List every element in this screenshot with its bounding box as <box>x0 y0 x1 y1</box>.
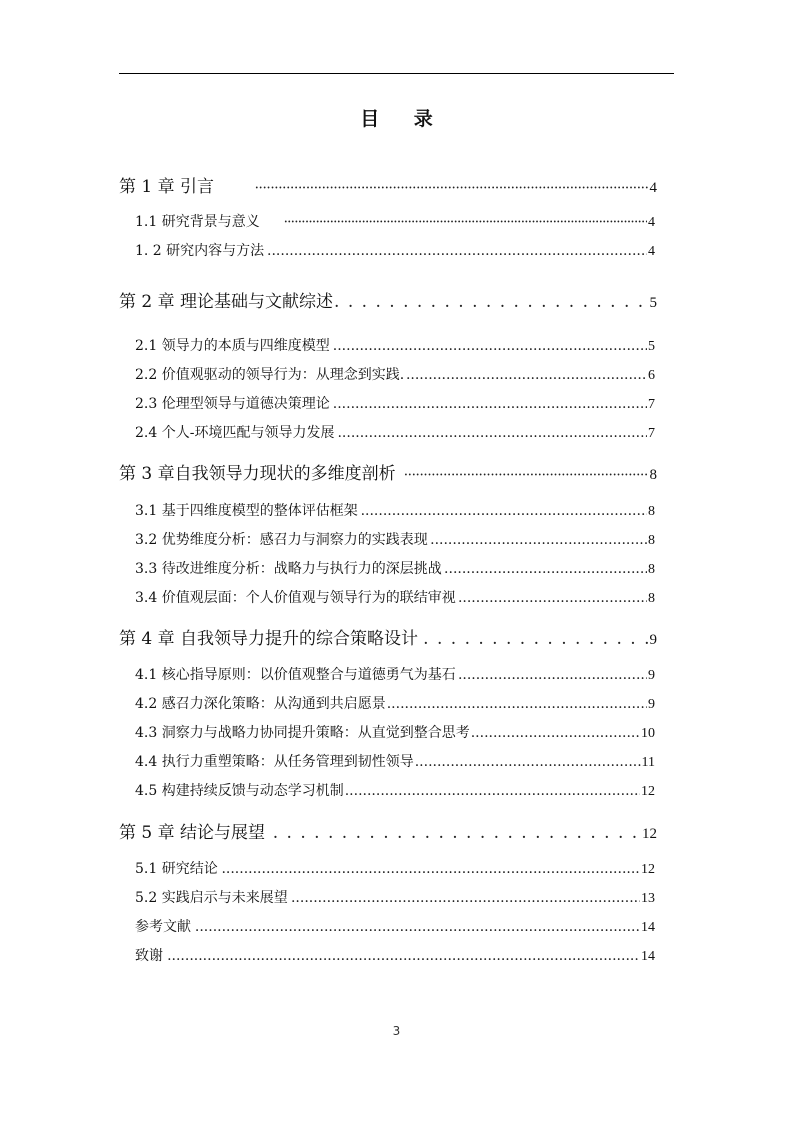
toc-entry-page-number: 11 <box>641 755 655 770</box>
toc-dot-leader <box>387 696 647 712</box>
toc-section-entry[interactable] <box>135 945 655 965</box>
toc-entry-page-number: 8 <box>648 504 655 519</box>
toc-entry-label: 4.3 洞察力与战略力协同提升策略：从直觉到整合思考 <box>135 725 470 741</box>
toc-entry-label: 3.3 待改进维度分析：战略力与执行力的深层挑战 <box>135 561 442 577</box>
toc-section-entry[interactable] <box>135 211 655 231</box>
toc-entry-page-number: 4 <box>649 180 657 196</box>
toc-dot-leader <box>404 464 648 484</box>
toc-entry-page-number: 4 <box>648 244 655 259</box>
toc-entry-page-number: 12 <box>641 784 655 799</box>
toc-section-entry[interactable] <box>135 422 655 442</box>
toc-dot-leader <box>267 243 647 259</box>
toc-entry-label: 4.2 感召力深化策略：从沟通到共启愿景 <box>135 696 386 712</box>
toc-dot-leader <box>444 561 647 577</box>
toc-entry-page-number: 14 <box>641 949 655 964</box>
toc-section-entry[interactable] <box>135 916 655 936</box>
toc-entry-label: 4.4 执行力重塑策略：从任务管理到韧性领导 <box>135 754 414 770</box>
toc-dot-leader <box>273 823 641 843</box>
toc-entry-label: 第 1 章 引言 <box>119 177 215 197</box>
toc-chapter-entry[interactable] <box>119 287 657 312</box>
toc-section-entry[interactable] <box>135 722 655 742</box>
toc-dot-leader <box>430 532 647 548</box>
toc-entry-label: 第 4 章 自我领导力提升的综合策略设计 <box>119 629 419 649</box>
toc-section-entry[interactable] <box>135 393 655 413</box>
toc-entry-page-number: 10 <box>641 726 655 741</box>
toc-dot-leader <box>406 367 647 383</box>
toc-dot-leader <box>167 948 640 964</box>
toc-entry-page-number: 4 <box>648 215 655 230</box>
toc-entry-page-number: 8 <box>648 533 655 548</box>
toc-entry-page-number: 7 <box>648 397 655 412</box>
toc-section-entry[interactable] <box>135 887 655 907</box>
toc-dot-leader <box>415 754 641 770</box>
toc-entry-label: 4.1 核心指导原则：以价值观整合与道德勇气为基石 <box>135 667 456 683</box>
toc-section-entry[interactable] <box>135 335 655 355</box>
toc-entry-label: 4.5 构建持续反馈与动态学习机制 <box>135 783 344 799</box>
toc-entry-label: 致谢 <box>135 948 163 964</box>
toc-entry-label: 1. 2 研究内容与方法 <box>135 243 265 259</box>
toc-section-entry[interactable] <box>135 693 655 713</box>
toc-entry-page-number: 8 <box>648 562 655 577</box>
toc-entry-page-number: 8 <box>649 467 657 483</box>
toc-dot-leader <box>333 396 647 412</box>
toc-entry-page-number: 13 <box>641 891 655 906</box>
toc-entry-page-number: 14 <box>641 920 655 935</box>
toc-dot-leader <box>361 503 647 519</box>
toc-entry-label: 2.4 个人-环境匹配与领导力发展 <box>135 425 335 441</box>
toc-entry-page-number: 9 <box>648 668 655 683</box>
toc-dot-leader <box>471 725 640 741</box>
toc-dot-leader <box>334 292 648 312</box>
toc-entry-label: 5.1 研究结论 <box>135 861 218 877</box>
toc-entry-label: 第 3 章自我领导力现状的多维度剖析 <box>119 464 396 484</box>
toc-entry-page-number: 12 <box>642 826 657 842</box>
toc-entry-page-number: 5 <box>648 339 655 354</box>
toc-entry-page-number: 6 <box>648 368 655 383</box>
toc-section-entry[interactable] <box>135 364 655 384</box>
toc-entry-label: 5.2 实践启示与未来展望 <box>135 890 288 906</box>
toc-section-entry[interactable] <box>135 858 655 878</box>
toc-section-entry[interactable] <box>135 780 655 800</box>
toc-entry-page-number: 7 <box>648 426 655 441</box>
page-number: 3 <box>392 1024 401 1038</box>
toc-dot-leader <box>423 629 648 649</box>
toc-entry-label: 第 2 章 理论基础与文献综述 <box>119 292 334 312</box>
header-rule <box>119 73 674 74</box>
toc-dot-leader <box>221 861 640 877</box>
toc-chapter-entry[interactable] <box>119 818 657 843</box>
toc-entry-label: 2.3 伦理型领导与道德决策理论 <box>135 396 330 412</box>
toc-section-entry[interactable] <box>135 529 655 549</box>
toc-entry-label: 第 5 章 结论与展望 <box>119 823 266 843</box>
toc-entry-label: 参考文献 <box>135 919 191 935</box>
toc-dot-leader <box>284 214 647 230</box>
toc-dot-leader <box>345 783 640 799</box>
toc-entry-page-number: 8 <box>648 591 655 606</box>
toc-entry-label: 2.1 领导力的本质与四维度模型 <box>135 338 330 354</box>
toc-chapter-entry[interactable] <box>119 172 657 197</box>
toc-section-entry[interactable] <box>135 500 655 520</box>
toc-dot-leader <box>195 919 640 935</box>
toc-section-entry[interactable] <box>135 240 655 260</box>
toc-entry-label: 3.2 优势维度分析：感召力与洞察力的实践表现 <box>135 532 428 548</box>
toc-dot-leader <box>458 667 647 683</box>
toc-chapter-entry[interactable] <box>119 459 657 484</box>
toc-dot-leader <box>255 177 649 197</box>
toc-section-entry[interactable] <box>135 751 655 771</box>
toc-entry-page-number: 9 <box>648 697 655 712</box>
toc-entry-label: 1.1 研究背景与意义 <box>135 214 260 230</box>
toc-entry-label: 3.1 基于四维度模型的整体评估框架 <box>135 503 358 519</box>
toc-chapter-entry[interactable] <box>119 624 657 649</box>
toc-entry-label: 3.4 价值观层面：个人价值观与领导行为的联结审视 <box>135 590 456 606</box>
toc-section-entry[interactable] <box>135 664 655 684</box>
toc-dot-leader <box>291 890 640 906</box>
toc-dot-leader <box>333 338 647 354</box>
toc-dot-leader <box>458 590 647 606</box>
toc-title: 目 录 <box>360 108 447 130</box>
toc-section-entry[interactable] <box>135 558 655 578</box>
toc-section-entry[interactable] <box>135 587 655 607</box>
toc-entry-page-number: 9 <box>649 632 657 648</box>
toc-entry-label: 2.2 价值观驱动的领导行为：从理念到实践. <box>135 367 405 383</box>
toc-entry-page-number: 12 <box>641 862 655 877</box>
toc-entry-page-number: 5 <box>649 295 657 311</box>
toc-dot-leader <box>337 425 647 441</box>
